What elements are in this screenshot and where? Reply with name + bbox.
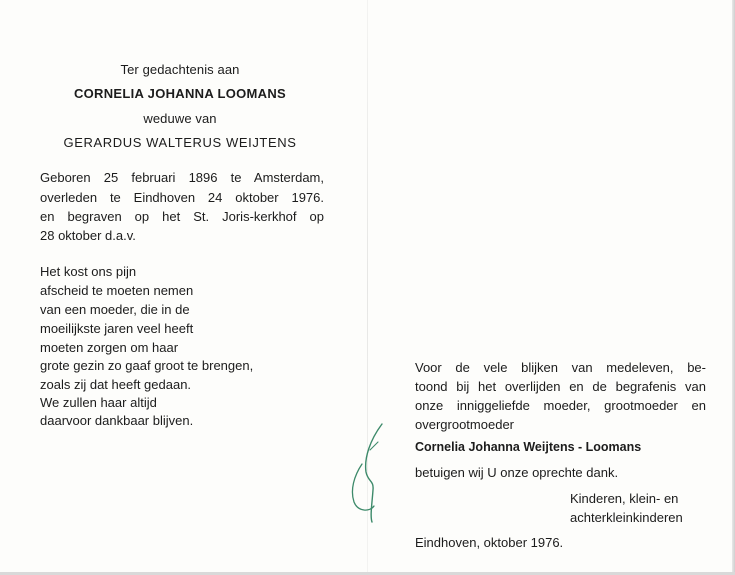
poem-line: moeilijkste jaren veel heeft bbox=[40, 321, 194, 336]
deceased-name: CORNELIA JOHANNA LOOMANS bbox=[73, 86, 287, 101]
thanks-line: Voor de vele blijken van medeleven, be- bbox=[415, 360, 706, 375]
poem-line: zoals zij dat heeft gedaan. bbox=[40, 377, 192, 392]
life-line-death: overleden te Eindhoven 24 oktober 1976. bbox=[40, 190, 324, 205]
place-date: Eindhoven, oktober 1976. bbox=[415, 535, 564, 550]
poem-line: daarvoor dankbaar blijven. bbox=[40, 413, 194, 428]
poem-line: We zullen haar altijd bbox=[40, 395, 157, 410]
poem-line: grote gezin zo gaaf groot te brengen, bbox=[40, 358, 254, 373]
poem-line: van een moeder, die in de bbox=[40, 302, 190, 317]
gratitude-line: betuigen wij U onze oprechte dank. bbox=[415, 465, 619, 480]
family-line: achterkleinkinderen bbox=[570, 510, 683, 525]
memorial-intro: Ter gedachtenis aan bbox=[120, 62, 240, 77]
poem-line: Het kost ons pijn bbox=[40, 264, 137, 279]
married-name: Cornelia Johanna Weijtens - Loomans bbox=[415, 440, 642, 454]
thanks-line: onze inniggeliefde moeder, grootmoeder en bbox=[415, 398, 706, 413]
life-line-birth: Geboren 25 februari 1896 te Amsterdam, bbox=[40, 170, 324, 185]
family-line: Kinderen, klein- en bbox=[570, 491, 679, 506]
life-line-burial: en begraven op het St. Joris-kerkhof op bbox=[40, 209, 324, 224]
thanks-line: toond bij het overlijden en de begrafenis van bbox=[415, 379, 706, 394]
handwritten-signature bbox=[340, 420, 390, 525]
poem-line: afscheid te moeten nemen bbox=[40, 283, 194, 298]
life-line-burial-date: 28 oktober d.a.v. bbox=[40, 228, 136, 243]
husband-name: GERARDUS WALTERUS WEIJTENS bbox=[63, 135, 297, 150]
widow-of-label: weduwe van bbox=[143, 111, 217, 126]
thanks-line: overgrootmoeder bbox=[415, 417, 514, 432]
poem-line: moeten zorgen om haar bbox=[40, 340, 179, 355]
